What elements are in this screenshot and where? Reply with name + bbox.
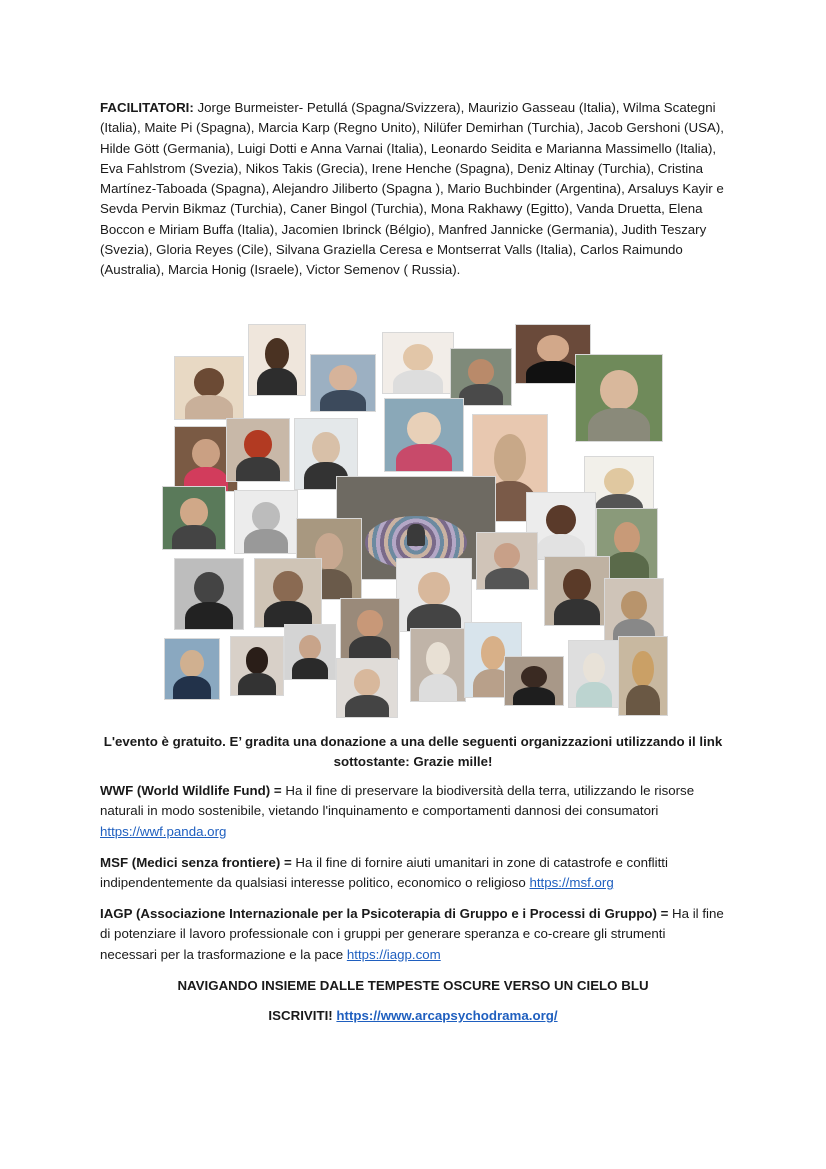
portrait-photo [568, 640, 620, 708]
org-msf-name: MSF (Medici senza frontiere) = [100, 855, 292, 870]
portrait-photo [618, 636, 668, 716]
portrait-photo [544, 556, 610, 626]
wwf-link[interactable]: https://wwf.panda.org [100, 823, 227, 839]
portrait-photo [164, 638, 220, 700]
slogan: NAVIGANDO INSIEME DALLE TEMPESTE OSCURE VERSO UN CIELO BLU [177, 978, 649, 993]
org-iagp [100, 904, 726, 965]
portrait-photo [254, 558, 322, 628]
msf-link[interactable]: https://msf.org [529, 875, 614, 891]
portrait-photo [230, 636, 284, 696]
facilitators-section [100, 98, 730, 281]
portrait-photo [476, 532, 538, 590]
portrait-photo [340, 598, 400, 660]
portrait-photo [575, 354, 663, 442]
org-wwf [100, 781, 726, 842]
portrait-photo [604, 578, 664, 644]
portrait-photo [162, 486, 226, 550]
portrait-photo [310, 354, 376, 412]
org-msf [100, 853, 726, 894]
portrait-photo [174, 356, 244, 420]
signup-line [100, 1008, 726, 1023]
facilitators-paragraph [100, 98, 730, 281]
org-iagp-name: IAGP (Associazione Internazionale per la Psicoterapia di Gruppo e i Processi di Gruppo) = [100, 906, 669, 921]
portrait-photo [504, 656, 564, 706]
org-wwf-name: WWF (World Wildlife Fund) = [100, 783, 282, 798]
event-notice: L'evento è gratuito. E’ gradita una donazione a una delle seguenti organizzazioni utilizzando il link sottostante: Grazie mille! [103, 734, 723, 769]
portrait-photo [284, 624, 336, 680]
portrait-photo [174, 558, 244, 630]
signup-link[interactable]: https://www.arcapsychodrama.org/ [336, 1008, 558, 1023]
signup-label: ISCRIVITI! [268, 1008, 333, 1023]
portrait-photo [248, 324, 306, 396]
iagp-link[interactable]: https://iagp.com [346, 946, 441, 962]
portrait-photo [410, 628, 466, 702]
portrait-photo [226, 418, 290, 482]
facilitators-label: FACILITATORI: [100, 100, 194, 115]
portrait-photo [396, 558, 472, 632]
facilitators-photo-collage [160, 322, 670, 718]
portrait-photo [384, 398, 464, 472]
portrait-photo [382, 332, 454, 394]
org-iagp-description: Ha il fine di potenziare il lavoro professionale con i gruppi per generare speranza e co-creare gli strumenti necessari per la trasformazione e la pace [100, 906, 724, 962]
org-msf-description: Ha il fine di fornire aiuti umanitari in zone di catastrofe e conflitti indipendentemente da qualsiasi interesse politico, economico o religioso [100, 855, 668, 891]
facilitators-list: Jorge Burmeister- Petullá (Spagna/Svizzera), Maurizio Gasseau (Italia), Wilma Scategni (Italia), Maite Pi (Spagna), Marcia Karp (Regno Unito), Nilüfer Demirhan (Turchia), Jacob Gershoni (USA), Hilde Gött (Germania), Luigi Dotti e Anna Varnai (Italia), Leonardo Seidita e Marianna Massimello (Italia), Eva Fahlstrom (Svezia), Nikos Takis (Grecia), Irene Henche (Spagna), Deniz Altinay (Turchia), Cristina Martínez-Taboada (Spagna), Alejandro Jiliberto (Spagna ), Mario Buchbinder (Argentina), Arsaluys Kayir e Sevda Pervin Bikmaz (Turchia), Caner Bingol (Turchia), Mona Rakhawy (Egitto), Vanda Druetta, Elena Boccon e Miriam Buffa (Italia), Jacomien Ibrinck (Bélgio), Manfred Jannicke (Germania), Judith Teszary (Svezia), Gloria Reyes (Cile), Silvana Graziella Ceresa e Montserrat Valls (Italia), Carlos Raimundo (Australia), Marcia Honig (Israele), Victor Semenov ( Russia). [100, 100, 724, 278]
portrait-photo [336, 658, 398, 718]
portrait-photo [234, 490, 298, 554]
org-wwf-description: Ha il fine di preservare la biodiversità della terra, utilizzando le risorse naturali in modo sostenibile, vietando l'inquinamento e comportamenti dannosi dei consumatori [100, 783, 695, 819]
